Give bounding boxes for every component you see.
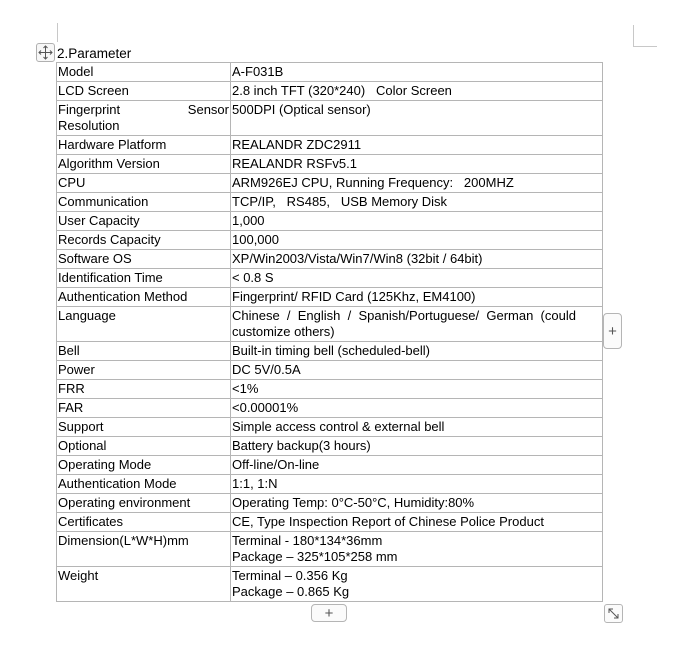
parameter-value-line: customize others) (232, 324, 335, 339)
parameter-value-cell[interactable] (231, 437, 603, 456)
parameter-label-cell[interactable] (57, 101, 231, 136)
parameter-value-line: Operating Temp: 0°C-50°C, Humidity:80% (232, 495, 475, 510)
parameter-label: Authentication Method (58, 289, 188, 304)
parameter-value-line: DC 5V/0.5A (232, 362, 301, 377)
parameter-label: Support (58, 419, 104, 434)
parameter-value-cell[interactable] (231, 212, 603, 231)
parameter-value-line: 2.8 inch TFT (320*240) Color Screen (232, 83, 452, 98)
parameter-value-line: ARM926EJ CPU, Running Frequency: 200MHZ (232, 175, 514, 190)
parameter-label-cell[interactable] (57, 380, 231, 399)
parameter-value-line: <0.00001% (232, 400, 299, 415)
parameter-label-cell[interactable] (57, 532, 231, 567)
parameter-value-line: 100,000 (232, 232, 279, 247)
parameter-value-line: Terminal – 0.356 Kg (232, 568, 348, 583)
parameter-label-cell[interactable] (57, 250, 231, 269)
parameter-label-cell[interactable] (57, 361, 231, 380)
table-row (57, 513, 603, 532)
parameter-value-cell[interactable] (231, 174, 603, 193)
table-row (57, 456, 603, 475)
table-row (57, 307, 603, 342)
parameter-value-cell[interactable] (231, 101, 603, 136)
parameter-value-cell[interactable] (231, 250, 603, 269)
parameter-value-line: Terminal - 180*134*36mm (232, 533, 383, 548)
parameter-label-cell[interactable] (57, 456, 231, 475)
table-row (57, 437, 603, 456)
parameter-label: Weight (58, 568, 99, 583)
margin-corner-mark (57, 23, 58, 42)
parameter-label-cell[interactable] (57, 174, 231, 193)
parameter-label: Operating environment (58, 495, 191, 510)
parameter-label: Optional (58, 438, 107, 453)
table-row (57, 174, 603, 193)
parameter-value-line: TCP/IP, RS485, USB Memory Disk (232, 194, 448, 209)
parameter-value-line: REALANDR ZDC2911 (232, 137, 362, 152)
parameter-label: Dimension(L*W*H)mm (58, 533, 189, 548)
parameter-label: FAR (58, 400, 84, 415)
parameter-label-cell[interactable] (57, 399, 231, 418)
table-row (57, 193, 603, 212)
parameter-value-cell[interactable] (231, 269, 603, 288)
parameter-value-cell[interactable] (231, 532, 603, 567)
parameter-value-line: REALANDR RSFv5.1 (232, 156, 357, 171)
parameter-value-cell[interactable] (231, 307, 603, 342)
parameter-value-cell[interactable] (231, 361, 603, 380)
parameter-value-line: Package – 0.865 Kg (232, 584, 350, 599)
parameter-label-cell[interactable] (57, 63, 231, 82)
plus-icon: + (608, 322, 617, 340)
section-heading: 2.Parameter (57, 46, 132, 61)
parameter-value-line: Off-line/On-line (232, 457, 320, 472)
parameter-value-line: A-F031B (232, 64, 284, 79)
parameter-label: Language (58, 308, 116, 323)
table-row (57, 269, 603, 288)
parameter-label-cell[interactable] (57, 155, 231, 174)
parameter-label-cell[interactable] (57, 193, 231, 212)
table-row (57, 494, 603, 513)
parameter-value-cell[interactable] (231, 193, 603, 212)
parameter-label: Certificates (58, 514, 124, 529)
parameter-value-cell[interactable] (231, 155, 603, 174)
table-row (57, 136, 603, 155)
parameter-value-line: Simple access control & external bell (232, 419, 445, 434)
parameter-value-line: 1,000 (232, 213, 265, 228)
table-row (57, 475, 603, 494)
parameter-value-line: Chinese / English / Spanish/Portuguese/ German (could (232, 308, 576, 323)
parameter-value-line: Fingerprint/ RFID Card (125Khz, EM4100) (232, 289, 476, 304)
plus-icon: + (324, 604, 334, 622)
parameter-value-line: 500DPI (Optical sensor) (232, 102, 371, 117)
parameter-value-line: < 0.8 S (232, 270, 274, 285)
parameter-table (56, 62, 603, 602)
table-row (57, 250, 603, 269)
parameter-value-cell[interactable] (231, 380, 603, 399)
table-row (57, 212, 603, 231)
parameter-label: Software OS (58, 251, 132, 266)
parameter-value-cell[interactable] (231, 136, 603, 155)
parameter-value-cell[interactable] (231, 82, 603, 101)
parameter-label: Authentication Mode (58, 476, 177, 491)
parameter-value-line: XP/Win2003/Vista/Win7/Win8 (32bit / 64bit) (232, 251, 483, 266)
table-resize-handle[interactable] (604, 604, 623, 623)
parameter-label-cell[interactable] (57, 231, 231, 250)
parameter-label-part: Resolution (58, 118, 120, 133)
add-row-button[interactable] (311, 604, 347, 622)
parameter-label: Power (58, 362, 95, 377)
margin-corner-mark (633, 46, 657, 47)
table-row (57, 399, 603, 418)
parameter-label: FRR (58, 381, 85, 396)
parameter-label: Records Capacity (58, 232, 161, 247)
parameter-value-line: <1% (232, 381, 259, 396)
parameter-value-line: Built-in timing bell (scheduled-bell) (232, 343, 430, 358)
parameter-label-cell[interactable] (57, 567, 231, 602)
parameter-label: Model (58, 64, 94, 79)
parameter-value-cell[interactable] (231, 494, 603, 513)
parameter-value-cell[interactable] (231, 231, 603, 250)
parameter-label-cell[interactable] (57, 307, 231, 342)
resize-icon (607, 607, 620, 620)
parameter-label: Bell (58, 343, 80, 358)
parameter-label-cell[interactable] (57, 342, 231, 361)
parameter-value-cell[interactable] (231, 63, 603, 82)
parameter-label-cell[interactable] (57, 494, 231, 513)
table-row (57, 342, 603, 361)
parameter-label-cell[interactable] (57, 269, 231, 288)
parameter-value-cell[interactable] (231, 288, 603, 307)
table-row (57, 231, 603, 250)
table-row (57, 567, 603, 602)
table-row (57, 288, 603, 307)
margin-corner-mark (633, 25, 634, 47)
parameter-label-cell[interactable] (57, 418, 231, 437)
parameter-value-cell[interactable] (231, 475, 603, 494)
parameter-label: Communication (58, 194, 149, 209)
parameter-label-cell[interactable] (57, 212, 231, 231)
parameter-label-cell[interactable] (57, 513, 231, 532)
parameter-value-cell[interactable] (231, 342, 603, 361)
parameter-label: LCD Screen (58, 83, 129, 98)
table-row (57, 380, 603, 399)
add-column-button[interactable] (603, 313, 622, 349)
parameter-value-line: 1:1, 1:N (232, 476, 278, 491)
parameter-label-cell[interactable] (57, 288, 231, 307)
table-row (57, 155, 603, 174)
move-icon (38, 45, 53, 60)
parameter-label: User Capacity (58, 213, 140, 228)
table-move-handle[interactable] (36, 43, 55, 62)
parameter-label-cell[interactable] (57, 82, 231, 101)
parameter-label: Operating Mode (58, 457, 152, 472)
parameter-value-cell[interactable] (231, 456, 603, 475)
parameter-value-cell[interactable] (231, 399, 603, 418)
table-row (57, 418, 603, 437)
parameter-label: Hardware Platform (58, 137, 167, 152)
parameter-label-part: Fingerprint (58, 102, 121, 117)
table-row (57, 82, 603, 101)
parameter-value-cell[interactable] (231, 567, 603, 602)
table-row (57, 361, 603, 380)
parameter-label-part: Sensor (187, 102, 229, 117)
parameter-label-cell[interactable] (57, 136, 231, 155)
table-row (57, 63, 603, 82)
parameter-label-cell[interactable] (57, 475, 231, 494)
parameter-value-cell[interactable] (231, 513, 603, 532)
parameter-value-cell[interactable] (231, 418, 603, 437)
parameter-label: Algorithm Version (58, 156, 160, 171)
parameter-value-line: Battery backup(3 hours) (232, 438, 371, 453)
table-row (57, 532, 603, 567)
parameter-value-line: CE, Type Inspection Report of Chinese Police Product (232, 514, 544, 529)
parameter-label-cell[interactable] (57, 437, 231, 456)
parameter-label: CPU (58, 175, 86, 190)
table-row (57, 101, 603, 136)
parameter-label: Identification Time (58, 270, 163, 285)
parameter-value-line: Package – 325*105*258 mm (232, 549, 398, 564)
